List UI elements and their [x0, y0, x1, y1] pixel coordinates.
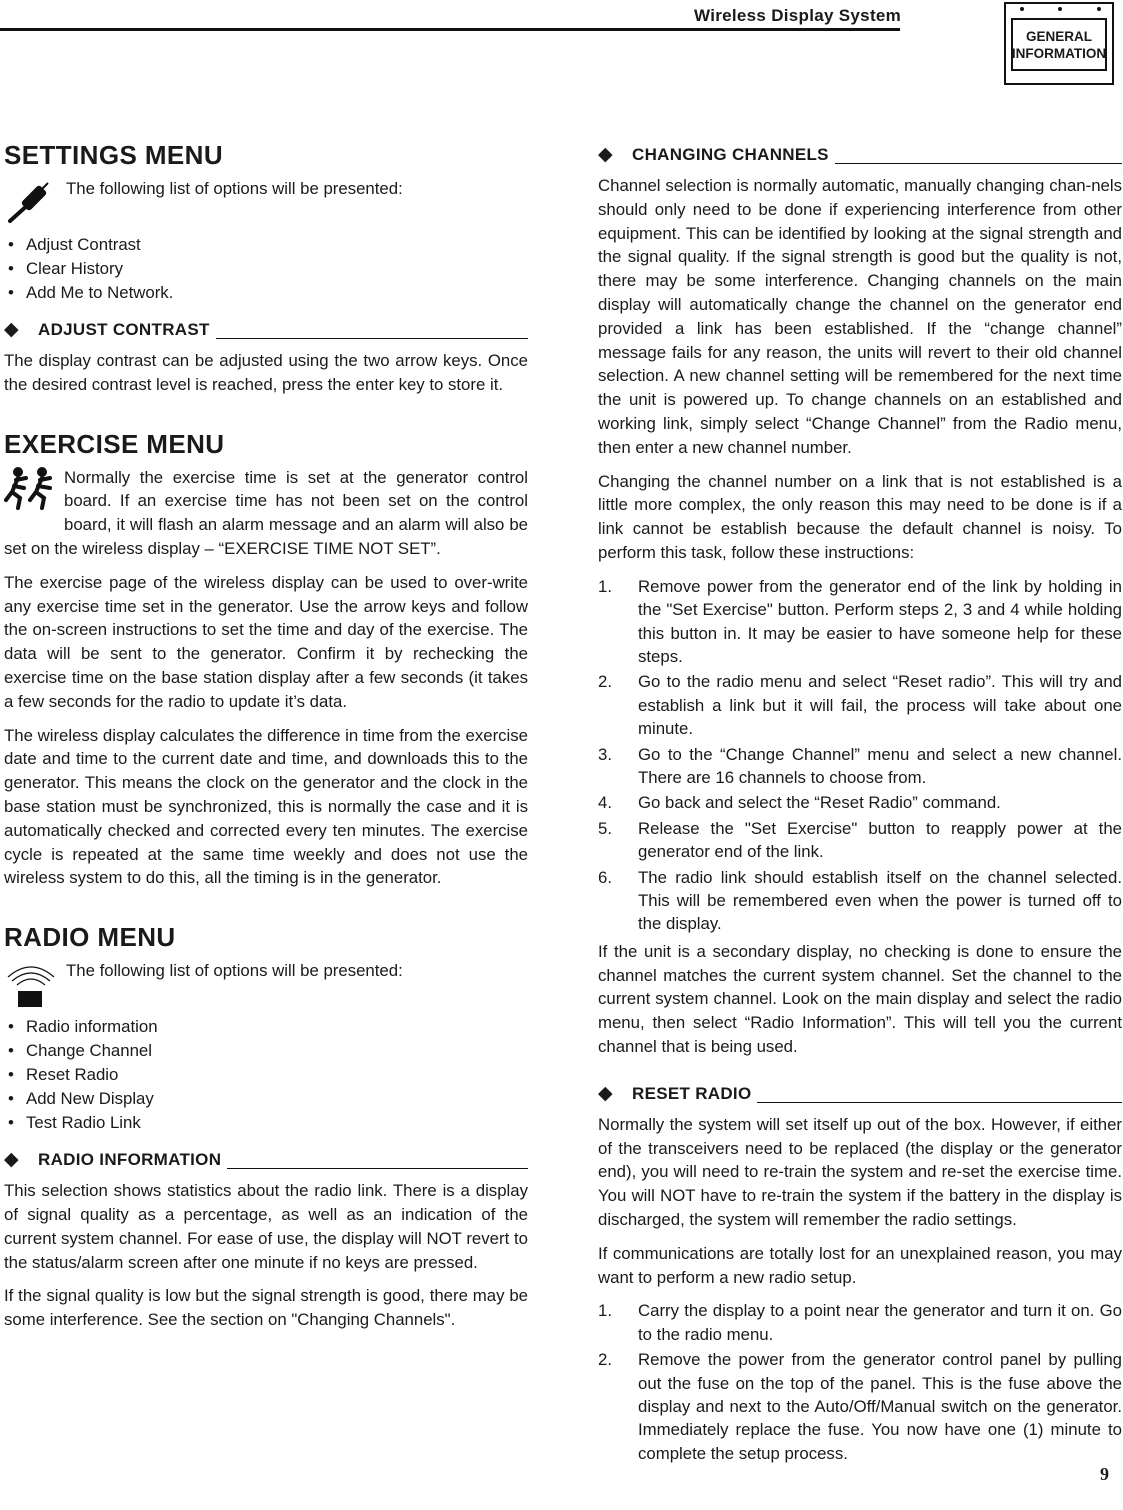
list-item [598, 866, 1122, 936]
badge-label [1011, 18, 1107, 71]
changing-channels-paragraph-2: Changing the channel number on a link that is not established is a little more complex, the only reason this may need to be done is if a link cannot be establish because the default channel is noisy. To perform this task, follow these instructions: [598, 471, 1122, 562]
diamond-bullet-icon: ◆ [598, 1082, 613, 1104]
adjust-contrast-section-heading [4, 319, 528, 341]
diamond-bullet-icon: ◆ [4, 1149, 19, 1171]
settings-intro-text: The following list of options will be presented: [66, 179, 403, 198]
step-number: 6. [598, 867, 612, 887]
step-number: 2. [598, 672, 612, 692]
section-rule [227, 1168, 528, 1169]
diamond-bullet-icon: ◆ [4, 319, 19, 340]
exercise-paragraph-2: The exercise page of the wireless display can be used to over-write any exercise time set in the generator. Use the arrow keys and follow the on-screen instructions to set the time and day of the exercise. The data will be sent to the generator. Confirm it by rechecking the exercise time on the base station display after a few seconds (it takes a few seconds for the radio to update it’s data. [4, 572, 528, 711]
radio-intro [4, 959, 528, 1005]
section-rule [216, 338, 528, 339]
general-information-badge [1004, 2, 1114, 85]
running-header-title: Wireless Display System [694, 6, 902, 25]
step-text: Carry the display to a point near the generator and turn it on. Go to the radio menu. [638, 1301, 1122, 1344]
changing-channels-section-heading [598, 144, 1122, 166]
settings-menu-heading: SETTINGS MENU [4, 140, 223, 170]
settings-intro [4, 177, 528, 223]
list-item [598, 1299, 1122, 1346]
step-text: The radio link should establish itself on the channel selected. This will be remembered even when the power is turned off to the display. [638, 867, 1122, 934]
reset-radio-steps [598, 1299, 1122, 1465]
radio-options-list [4, 1015, 528, 1135]
radio-information-paragraph-2: If the signal quality is low but the signal strength is good, there may be some interference. See the section on "Changing Channels". [4, 1286, 528, 1330]
list-item [598, 743, 1122, 790]
list-item: • Add Me to Network. [4, 281, 528, 305]
list-item: • Reset Radio [4, 1063, 528, 1087]
list-item [598, 1348, 1122, 1465]
radio-information-section-heading [4, 1149, 528, 1171]
screwdriver-icon [4, 179, 56, 234]
step-number: 5. [598, 818, 612, 838]
step-number: 4. [598, 793, 612, 813]
step-number: 1. [598, 576, 612, 596]
list-item: • Adjust Contrast [4, 233, 528, 257]
list-item: • Test Radio Link [4, 1111, 528, 1135]
step-text: Go to the “Change Channel” menu and select a new channel. There are 16 channels to choose from. [638, 744, 1122, 787]
page-number: 9 [1100, 1464, 1109, 1484]
step-number: 1. [598, 1301, 612, 1321]
header-rule [0, 28, 900, 31]
section-title: CHANGING CHANNELS [632, 145, 829, 164]
section-title: RADIO INFORMATION [38, 1150, 222, 1170]
adjust-contrast-body: The display contrast can be adjusted using the two arrow keys. Once the desired contrast level is reached, press the enter key to store it. [4, 351, 528, 394]
list-item [598, 670, 1122, 740]
section-title: RESET RADIO [632, 1083, 752, 1103]
changing-channels-steps [598, 575, 1122, 936]
badge-dot [1097, 7, 1101, 11]
badge-dot [1020, 7, 1024, 11]
section-rule [835, 163, 1122, 164]
exercise-paragraph-1 [4, 466, 528, 561]
radio-intro-text: The following list of options will be presented: [66, 961, 403, 981]
diamond-bullet-icon: ◆ [598, 144, 613, 165]
radio-information-paragraph-1: This selection shows statistics about the radio link. There is a display of signal quality as a percentage, as well as an indication of the current system channel. For ease of use, the display will NOT revert to the status/alarm screen after one minute if no keys are pressed. [4, 1181, 528, 1272]
list-item: • Radio information [4, 1015, 528, 1039]
left-column [4, 140, 528, 1342]
exercise-menu-heading: EXERCISE MENU [4, 428, 225, 459]
section-title: ADJUST CONTRAST [38, 320, 210, 339]
settings-options-list [4, 233, 528, 305]
badge-dot [1058, 7, 1062, 11]
list-item [598, 791, 1122, 814]
list-item: • Clear History [4, 257, 528, 281]
exercise-paragraph-3: The wireless display calculates the difference in time from the exercise date and time to the current date and time, and downloads this to the generator. This means the clock on the generator and the clock in the base station must be synchronized, this is normally the case and it is automatically checked and corrected every ten minutes. The exercise cycle is repeated at the same time weekly and does not use the wireless system to do this, all the timing is in the generator. [4, 725, 528, 888]
step-text: Remove the power from the generator control panel by pulling out the fuse on the top of the panel. This is the fuse above the display and next to the Auto/Off/Manual switch on the generator. Immediately replace the fuse. You now have one (1) minute to complete the setup process. [638, 1350, 1122, 1463]
running-figures-icon [4, 466, 64, 516]
step-text: Remove power from the generator end of the link by holding in the "Set Exercise" button. Perform steps 2, 3 and 4 while holding this button in. It may be easier to have someone help for these steps. [638, 576, 1122, 666]
reset-radio-section-heading [598, 1083, 1122, 1105]
radio-signal-icon [4, 961, 58, 1016]
changing-channels-paragraph-3: If the unit is a secondary display, no checking is done to ensure the channel matches the current system channel. Set the channel to the current system channel. Look on the main display and select the radio menu, then select “Radio Information”. This will tell you the current channel that is being used. [598, 941, 1122, 1057]
list-item: • Add New Display [4, 1087, 528, 1111]
badge-line-2: INFORMATION [1011, 45, 1107, 61]
step-text: Go back and select the “Reset Radio” command. [638, 793, 1001, 813]
radio-menu-heading: RADIO MENU [4, 922, 176, 953]
reset-radio-paragraph-2: If communications are totally lost for an unexplained reason, you may want to perform a new radio setup. [598, 1243, 1122, 1287]
list-item [598, 575, 1122, 669]
reset-radio-paragraph-1: Normally the system will set itself up out of the box. However, if either of the transceivers need to be replaced (the display or the generator end), you will need to re-train the system and re-set the exercise time. You will NOT have to re-train the system if the battery in the display is discharged, the system will remember the radio settings. [598, 1114, 1122, 1230]
badge-line-1: GENERAL [1025, 28, 1092, 44]
list-item [598, 817, 1122, 864]
step-number: 2. [598, 1350, 612, 1370]
list-item: • Change Channel [4, 1039, 528, 1063]
step-text: Release the "Set Exercise" button to reapply power at the generator end of the link. [638, 818, 1122, 862]
step-text: Go to the radio menu and select “Reset radio”. This will try and establish a link but it will fail, the process will take about one minute. [638, 672, 1122, 739]
exercise-paragraph-1-text: Normally the exercise time is set at the generator control board. If an exercise time has not been set on the control board, it will flash an alarm message and an alarm will also be set on the wireless display – “EXERCISE TIME NOT SET”. [4, 467, 528, 558]
changing-channels-paragraph-1: Channel selection is normally automatic, manually changing chan-nels should only need to be done if experiencing interference from other equipment. This can be identified by looking at the signal strength and the signal quality. If the signal strength is good but the quality is not, there may be some interference. Changing channels on the main display will automatically change the channel on the generator end provided a link has been established. If the “change channel” message fails for any reason, the units will revert to their old channel selection. A new channel setting will be remembered for the next time the unit is powered up. To change channels on an established and working link, simply select “Change Channel” from the Radio menu, then enter a new channel number. [598, 176, 1122, 457]
step-number: 3. [598, 744, 612, 764]
section-rule [757, 1102, 1122, 1103]
right-column [598, 144, 1122, 1469]
